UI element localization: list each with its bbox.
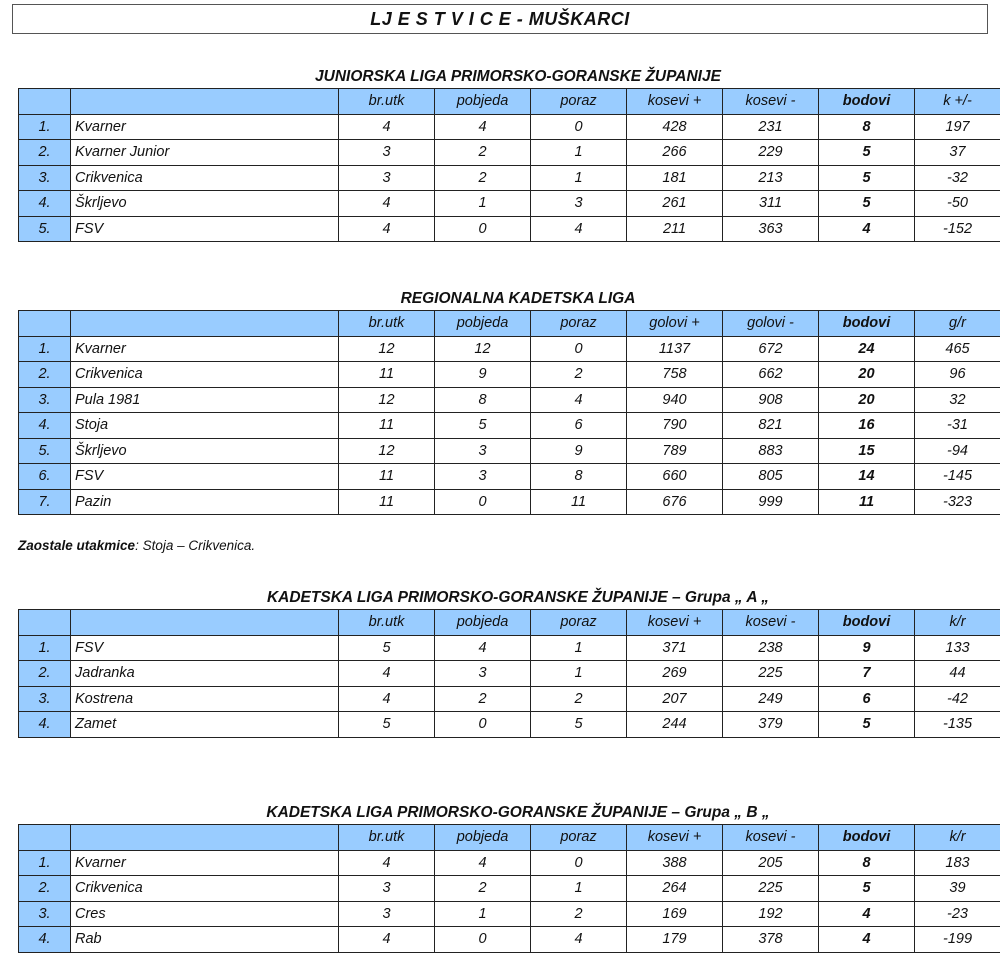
cell-points-against: 311 <box>723 191 819 217</box>
cell-games: 12 <box>339 336 435 362</box>
cell-losses: 2 <box>531 901 627 927</box>
column-header-points: bodovi <box>819 610 915 636</box>
cell-points-for: 388 <box>627 850 723 876</box>
cell-team: Škrljevo <box>71 438 339 464</box>
page-title: LJ E S T V I C E - MUŠKARCI <box>12 4 988 34</box>
table-row <box>19 216 1000 242</box>
cell-team: FSV <box>71 464 339 490</box>
cell-rank: 3. <box>19 165 71 191</box>
cell-rank: 5. <box>19 216 71 242</box>
cell-team: Jadranka <box>71 661 339 687</box>
table-row <box>19 438 1000 464</box>
cell-points-against: 908 <box>723 387 819 413</box>
cell-rank: 4. <box>19 191 71 217</box>
column-header-points-for: golovi + <box>627 311 723 337</box>
cell-points: 4 <box>819 927 915 953</box>
table-row <box>19 876 1000 902</box>
cell-points-for: 179 <box>627 927 723 953</box>
cell-wins: 2 <box>435 876 531 902</box>
cell-losses: 0 <box>531 336 627 362</box>
note-text: : Stoja – Crikvenica. <box>135 538 256 553</box>
cell-games: 11 <box>339 413 435 439</box>
cell-points: 5 <box>819 191 915 217</box>
cell-difference: -199 <box>915 927 1000 953</box>
cell-difference: 32 <box>915 387 1000 413</box>
cell-team: Crikvenica <box>71 362 339 388</box>
cell-losses: 6 <box>531 413 627 439</box>
cell-points-against: 378 <box>723 927 819 953</box>
section-title: REGIONALNA KADETSKA LIGA <box>400 290 636 307</box>
table-header-row <box>19 610 1000 636</box>
cell-points-for: 207 <box>627 686 723 712</box>
cell-team: Kvarner <box>71 114 339 140</box>
cell-points-for: 266 <box>627 140 723 166</box>
cell-points-against: 363 <box>723 216 819 242</box>
cell-rank: 3. <box>19 387 71 413</box>
cell-team: Škrljevo <box>71 191 339 217</box>
junior-league-section <box>18 66 1000 242</box>
column-header-losses: poraz <box>531 825 627 851</box>
cell-points-against: 192 <box>723 901 819 927</box>
table-row <box>19 191 1000 217</box>
cell-wins: 8 <box>435 387 531 413</box>
cell-difference: -32 <box>915 165 1000 191</box>
cell-points-for: 676 <box>627 489 723 515</box>
column-header-difference: k/r <box>915 610 1000 636</box>
cell-losses: 4 <box>531 927 627 953</box>
cell-points-against: 238 <box>723 635 819 661</box>
cell-points: 4 <box>819 216 915 242</box>
column-header-team <box>71 610 339 636</box>
table-header-row <box>19 825 1000 851</box>
cell-games: 3 <box>339 165 435 191</box>
regional-cadet-league-section <box>18 288 1000 515</box>
table-row <box>19 712 1000 738</box>
column-header-points-against: kosevi - <box>723 89 819 115</box>
cell-points: 5 <box>819 165 915 191</box>
table-row <box>19 413 1000 439</box>
cell-team: Kostrena <box>71 686 339 712</box>
table-row <box>19 661 1000 687</box>
cell-wins: 0 <box>435 216 531 242</box>
cell-points: 8 <box>819 850 915 876</box>
table-row <box>19 850 1000 876</box>
cell-wins: 4 <box>435 850 531 876</box>
cell-points: 9 <box>819 635 915 661</box>
cadet-group-b-section <box>18 802 1000 953</box>
cell-difference: -31 <box>915 413 1000 439</box>
cell-losses: 9 <box>531 438 627 464</box>
cell-losses: 1 <box>531 635 627 661</box>
cell-losses: 2 <box>531 362 627 388</box>
cell-points: 5 <box>819 712 915 738</box>
table-row <box>19 165 1000 191</box>
cell-rank: 3. <box>19 901 71 927</box>
cell-wins: 3 <box>435 661 531 687</box>
cell-rank: 5. <box>19 438 71 464</box>
column-header-rank <box>19 825 71 851</box>
section-title: JUNIORSKA LIGA PRIMORSKO-GORANSKE ŽUPANIJE <box>315 68 721 85</box>
column-header-difference: k/r <box>915 825 1000 851</box>
column-header-team <box>71 89 339 115</box>
cell-games: 5 <box>339 712 435 738</box>
cell-difference: -42 <box>915 686 1000 712</box>
cell-team: Zamet <box>71 712 339 738</box>
cell-games: 4 <box>339 850 435 876</box>
cell-rank: 2. <box>19 661 71 687</box>
cell-points-for: 181 <box>627 165 723 191</box>
column-header-rank <box>19 311 71 337</box>
cell-losses: 3 <box>531 191 627 217</box>
cell-difference: 44 <box>915 661 1000 687</box>
cell-losses: 0 <box>531 114 627 140</box>
cell-team: Crikvenica <box>71 165 339 191</box>
cell-losses: 1 <box>531 876 627 902</box>
standings-table <box>18 609 1000 738</box>
cell-rank: 7. <box>19 489 71 515</box>
cell-team: Kvarner <box>71 850 339 876</box>
standings-table <box>18 88 1000 242</box>
cell-points-against: 883 <box>723 438 819 464</box>
cell-points: 15 <box>819 438 915 464</box>
cadet-group-a-section <box>18 587 1000 738</box>
cell-games: 4 <box>339 216 435 242</box>
column-header-points: bodovi <box>819 89 915 115</box>
cell-wins: 4 <box>435 635 531 661</box>
column-header-wins: pobjeda <box>435 311 531 337</box>
cell-difference: 183 <box>915 850 1000 876</box>
table-row <box>19 927 1000 953</box>
cell-wins: 4 <box>435 114 531 140</box>
cell-rank: 1. <box>19 850 71 876</box>
cell-points-against: 249 <box>723 686 819 712</box>
column-header-games: br.utk <box>339 311 435 337</box>
cell-team: FSV <box>71 216 339 242</box>
cell-points-for: 261 <box>627 191 723 217</box>
cell-points: 5 <box>819 140 915 166</box>
cell-points-for: 269 <box>627 661 723 687</box>
cell-games: 4 <box>339 114 435 140</box>
column-header-rank <box>19 610 71 636</box>
cell-rank: 4. <box>19 927 71 953</box>
cell-points-for: 1137 <box>627 336 723 362</box>
cell-difference: -145 <box>915 464 1000 490</box>
table-header-row <box>19 311 1000 337</box>
cell-points-for: 940 <box>627 387 723 413</box>
cell-games: 4 <box>339 661 435 687</box>
section-title: KADETSKA LIGA PRIMORSKO-GORANSKE ŽUPANIJE – Grupa „ B „ <box>266 804 770 821</box>
cell-wins: 1 <box>435 901 531 927</box>
column-header-points-for: kosevi + <box>627 610 723 636</box>
column-header-points-for: kosevi + <box>627 825 723 851</box>
cell-points-against: 229 <box>723 140 819 166</box>
cell-losses: 1 <box>531 661 627 687</box>
cell-points: 24 <box>819 336 915 362</box>
column-header-games: br.utk <box>339 89 435 115</box>
cell-difference: 465 <box>915 336 1000 362</box>
cell-games: 11 <box>339 489 435 515</box>
table-row <box>19 635 1000 661</box>
cell-points-against: 225 <box>723 876 819 902</box>
cell-team: Cres <box>71 901 339 927</box>
column-header-games: br.utk <box>339 610 435 636</box>
cell-rank: 1. <box>19 635 71 661</box>
column-header-points-against: golovi - <box>723 311 819 337</box>
cell-rank: 6. <box>19 464 71 490</box>
table-row <box>19 489 1000 515</box>
cell-difference: -50 <box>915 191 1000 217</box>
cell-difference: -152 <box>915 216 1000 242</box>
column-header-rank <box>19 89 71 115</box>
cell-points: 14 <box>819 464 915 490</box>
cell-points: 20 <box>819 362 915 388</box>
column-header-games: br.utk <box>339 825 435 851</box>
cell-points-for: 428 <box>627 114 723 140</box>
table-row <box>19 336 1000 362</box>
cell-team: Kvarner Junior <box>71 140 339 166</box>
cell-losses: 2 <box>531 686 627 712</box>
cell-wins: 0 <box>435 712 531 738</box>
cell-team: Kvarner <box>71 336 339 362</box>
standings-table <box>18 310 1000 515</box>
cell-points-for: 264 <box>627 876 723 902</box>
cell-points-against: 821 <box>723 413 819 439</box>
table-row <box>19 464 1000 490</box>
cell-difference: -94 <box>915 438 1000 464</box>
cell-points: 11 <box>819 489 915 515</box>
column-header-losses: poraz <box>531 610 627 636</box>
cell-games: 11 <box>339 464 435 490</box>
cell-points: 16 <box>819 413 915 439</box>
cell-team: Rab <box>71 927 339 953</box>
cell-difference: 96 <box>915 362 1000 388</box>
cell-points-against: 805 <box>723 464 819 490</box>
cell-points-for: 169 <box>627 901 723 927</box>
cell-points-for: 758 <box>627 362 723 388</box>
column-header-points-for: kosevi + <box>627 89 723 115</box>
cell-points-against: 213 <box>723 165 819 191</box>
cell-wins: 3 <box>435 438 531 464</box>
cell-points: 4 <box>819 901 915 927</box>
cell-rank: 2. <box>19 876 71 902</box>
column-header-losses: poraz <box>531 89 627 115</box>
cell-games: 3 <box>339 901 435 927</box>
cell-losses: 8 <box>531 464 627 490</box>
cell-points-for: 789 <box>627 438 723 464</box>
cell-rank: 3. <box>19 686 71 712</box>
cell-games: 4 <box>339 927 435 953</box>
cell-games: 3 <box>339 876 435 902</box>
table-row <box>19 686 1000 712</box>
note-label: Zaostale utakmice <box>18 538 136 553</box>
cell-difference: 39 <box>915 876 1000 902</box>
cell-rank: 2. <box>19 362 71 388</box>
cell-wins: 2 <box>435 140 531 166</box>
cell-points-against: 379 <box>723 712 819 738</box>
cell-team: FSV <box>71 635 339 661</box>
cell-rank: 1. <box>19 336 71 362</box>
cell-losses: 5 <box>531 712 627 738</box>
cell-rank: 2. <box>19 140 71 166</box>
column-header-points: bodovi <box>819 825 915 851</box>
cell-difference: -135 <box>915 712 1000 738</box>
cell-points-against: 231 <box>723 114 819 140</box>
cell-points-against: 662 <box>723 362 819 388</box>
cell-wins: 3 <box>435 464 531 490</box>
cell-difference: -23 <box>915 901 1000 927</box>
cell-difference: 197 <box>915 114 1000 140</box>
cell-team: Pazin <box>71 489 339 515</box>
column-header-difference: g/r <box>915 311 1000 337</box>
cell-games: 5 <box>339 635 435 661</box>
cell-team: Crikvenica <box>71 876 339 902</box>
column-header-points-against: kosevi - <box>723 825 819 851</box>
cell-difference: 133 <box>915 635 1000 661</box>
cell-wins: 12 <box>435 336 531 362</box>
table-row <box>19 362 1000 388</box>
column-header-team <box>71 825 339 851</box>
column-header-team <box>71 311 339 337</box>
table-header-row <box>19 89 1000 115</box>
cell-games: 12 <box>339 387 435 413</box>
cell-points: 6 <box>819 686 915 712</box>
table-row <box>19 140 1000 166</box>
section-title: KADETSKA LIGA PRIMORSKO-GORANSKE ŽUPANIJE – Grupa „ A „ <box>266 589 770 606</box>
column-header-points-against: kosevi - <box>723 610 819 636</box>
column-header-wins: pobjeda <box>435 89 531 115</box>
cell-points-for: 211 <box>627 216 723 242</box>
column-header-points: bodovi <box>819 311 915 337</box>
cell-rank: 1. <box>19 114 71 140</box>
cell-points-for: 790 <box>627 413 723 439</box>
cell-points-for: 660 <box>627 464 723 490</box>
column-header-wins: pobjeda <box>435 610 531 636</box>
cell-games: 12 <box>339 438 435 464</box>
cell-points: 5 <box>819 876 915 902</box>
standings-table <box>18 824 1000 953</box>
cell-points-against: 225 <box>723 661 819 687</box>
cell-wins: 2 <box>435 165 531 191</box>
cell-team: Pula 1981 <box>71 387 339 413</box>
cell-points-for: 371 <box>627 635 723 661</box>
cell-losses: 0 <box>531 850 627 876</box>
cell-points: 8 <box>819 114 915 140</box>
cell-losses: 4 <box>531 216 627 242</box>
cell-games: 4 <box>339 191 435 217</box>
column-header-wins: pobjeda <box>435 825 531 851</box>
cell-team: Stoja <box>71 413 339 439</box>
column-header-losses: poraz <box>531 311 627 337</box>
cell-wins: 0 <box>435 927 531 953</box>
cell-wins: 2 <box>435 686 531 712</box>
cell-wins: 5 <box>435 413 531 439</box>
cell-games: 11 <box>339 362 435 388</box>
cell-points: 7 <box>819 661 915 687</box>
cell-losses: 1 <box>531 140 627 166</box>
cell-wins: 9 <box>435 362 531 388</box>
cell-points-for: 244 <box>627 712 723 738</box>
cell-points-against: 205 <box>723 850 819 876</box>
cell-rank: 4. <box>19 712 71 738</box>
cell-difference: 37 <box>915 140 1000 166</box>
column-header-difference: k +/- <box>915 89 1000 115</box>
cell-wins: 0 <box>435 489 531 515</box>
postponed-matches-note <box>18 538 255 553</box>
cell-losses: 1 <box>531 165 627 191</box>
cell-losses: 4 <box>531 387 627 413</box>
cell-rank: 4. <box>19 413 71 439</box>
cell-points: 20 <box>819 387 915 413</box>
cell-points-against: 672 <box>723 336 819 362</box>
table-row <box>19 901 1000 927</box>
table-row <box>19 114 1000 140</box>
cell-points-against: 999 <box>723 489 819 515</box>
cell-losses: 11 <box>531 489 627 515</box>
cell-difference: -323 <box>915 489 1000 515</box>
cell-games: 4 <box>339 686 435 712</box>
cell-games: 3 <box>339 140 435 166</box>
table-row <box>19 387 1000 413</box>
cell-wins: 1 <box>435 191 531 217</box>
